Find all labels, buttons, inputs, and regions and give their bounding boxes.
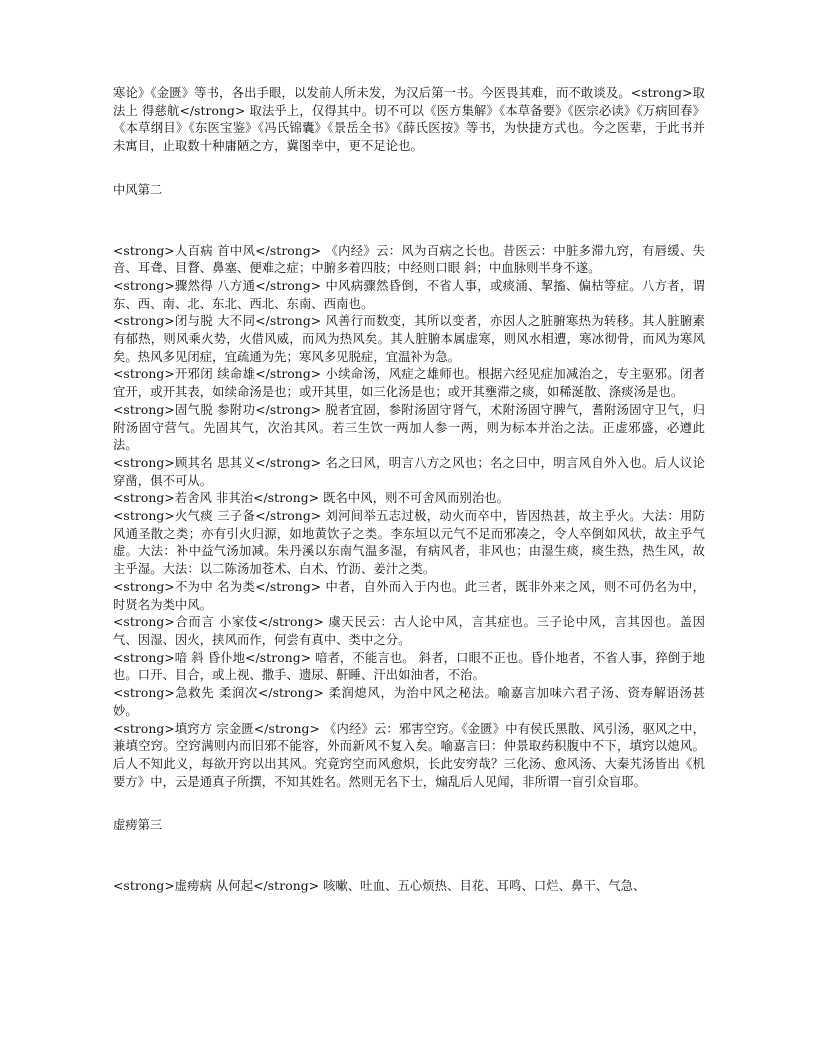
paragraph-xulao-body: <strong>虚痨病 从何起</strong> 咳嗽、吐血、五心烦热、目花、耳鸣、口烂、鼻干、气急、 <box>113 879 646 894</box>
document-page <box>113 0 705 896</box>
paragraph-zhongfeng-body: <strong>人百病 首中风</strong> 《内经》云：风为百病之长也。昔医云：中脏多滞九窍，有唇缓、失音、耳聋、目瞀、鼻塞、便难之症；中腑多着四肢；中经则口眼 斜；中血脉则半身不遂。 <strong>骤然得 八方通</strong> 中风病骤然昏倒，不省人事，或痰涌、挈搐、偏枯等症。八方者，谓东、西、南、北、东北、西北、东南、西南也。 <strong>闭与脱 大不同</strong> 风善行而数变，其所以变者，亦因人之脏腑寒热为转移。其人脏腑素有郁热，则风乘火势，火借风威，而风为热风矣。其人脏腑本属虚寒，则风水相遭，寒冰彻骨，而风为寒风矣。热风多见闭症，宜疏通为先；寒风多见脱症，宜温补为急。 <strong>开邪闭 续命雄</strong> 小续命汤，风症之雄师也。根据六经见症加减治之，专主驱邪。闭者宜开，或开其表，如续命汤是也；或开其里，如三化汤是也；或开其壅滞之痰，如稀涎散、涤痰汤是也。 <strong>固气脱 参附功</strong> 脱者宜固，参附汤固守肾气，术附汤固守脾气，耆附汤固守卫气，归附汤固守营气。先固其气，次治其风。若三生饮一两加人参一两，则为标本并治之法。正虚邪盛，必遵此法。 <strong>顾其名 思其义</strong> 名之曰风，明言八方之风也；名之曰中，明言风自外入也。后人议论穿凿，俱不可从。 <strong>若舍风 非其治</strong> 既名中风，则不可舍风而别治也。 <strong>火气痰 三子备</strong> 刘河间举五志过极，动火而卒中，皆因热甚，故主乎火。大法：用防风通圣散之类；亦有引火归源，如地黄饮子之类。李东垣以元气不足而邪凑之，令人卒倒如风状，故主乎气虚。大法：补中益气汤加减。朱丹溪以东南气温多湿，有病风者，非风也；由湿生痰，痰生热，热生风，故主乎湿。大法：以二陈汤加苍术、白术、竹沥、姜汁之类。 <strong>不为中 名为类</strong> 中者，自外而入于内也。此三者，既非外来之风，则不可仍名为中，时贤名为类中风。 <strong>合而言 小家伎</strong> 虞天民云：古人论中风，言其症也。三子论中风，言其因也。盖因气、因湿、因火，挟风而作，何尝有真中、类中之分。 <strong>喑 斜 昏仆地</strong> 喑者，不能言也。 斜者，口眼不正也。昏仆地者，不省人事，猝倒于地也。口开、目合，或上视、撒手、遗尿、鼾睡、汗出如油者，不治。 <strong>急救先 柔润次</strong> 柔润熄风，为治中风之秘法。喻嘉言加味六君子汤、资寿解语汤甚妙。 <strong>填窍方 宗金匮</strong> 《内经》云：邪害空窍。《金匮》中有侯氏黑散、风引汤，驱风之中，兼填空窍。空窍满则内而旧邪不能容，外而新风不复入矣。喻嘉言曰：仲景取药积腹中不下，填窍以熄风。后人不知此义，每欲开窍以出其风。究竟窍空而风愈炽，长此安穷哉？三化汤、愈风汤、大秦艽汤皆出《机要方》中，云是通真子所撰，不知其姓名。然则无名下士，煽乱后人见闻，非所谓一盲引众盲耶。 <box>113 243 705 789</box>
heading-zhongfeng-dier: 中风第二 <box>113 182 163 197</box>
heading-xulao-disan: 虚痨第三 <box>113 818 163 833</box>
spacer-before-heading-zhongfeng <box>113 156 705 182</box>
spacer-after-heading-xulao <box>113 835 705 878</box>
spacer-after-heading-zhongfeng <box>113 200 705 243</box>
spacer-before-heading-xulao <box>113 791 705 817</box>
paragraph-opening-fragment: 寒论》《金匮》等书，各出手眼，以发前人所未发，为汉后第一书。今医畏其难，而不敢谈及。<strong>取法上 得慈航</strong> 取法乎上，仅得其中。切不可以《医方集解》《本草备要》《医宗必读》《万病回春》《本草纲目》《东医宝鉴》《冯氏锦囊》《景岳全书》《薛氏医按》等书，为快捷方式也。今之医辈，于此书并未寓目，止取数十种庸陋之方，冀图幸中，更不足论也。 <box>113 86 705 154</box>
page-top-spacer <box>113 0 705 85</box>
